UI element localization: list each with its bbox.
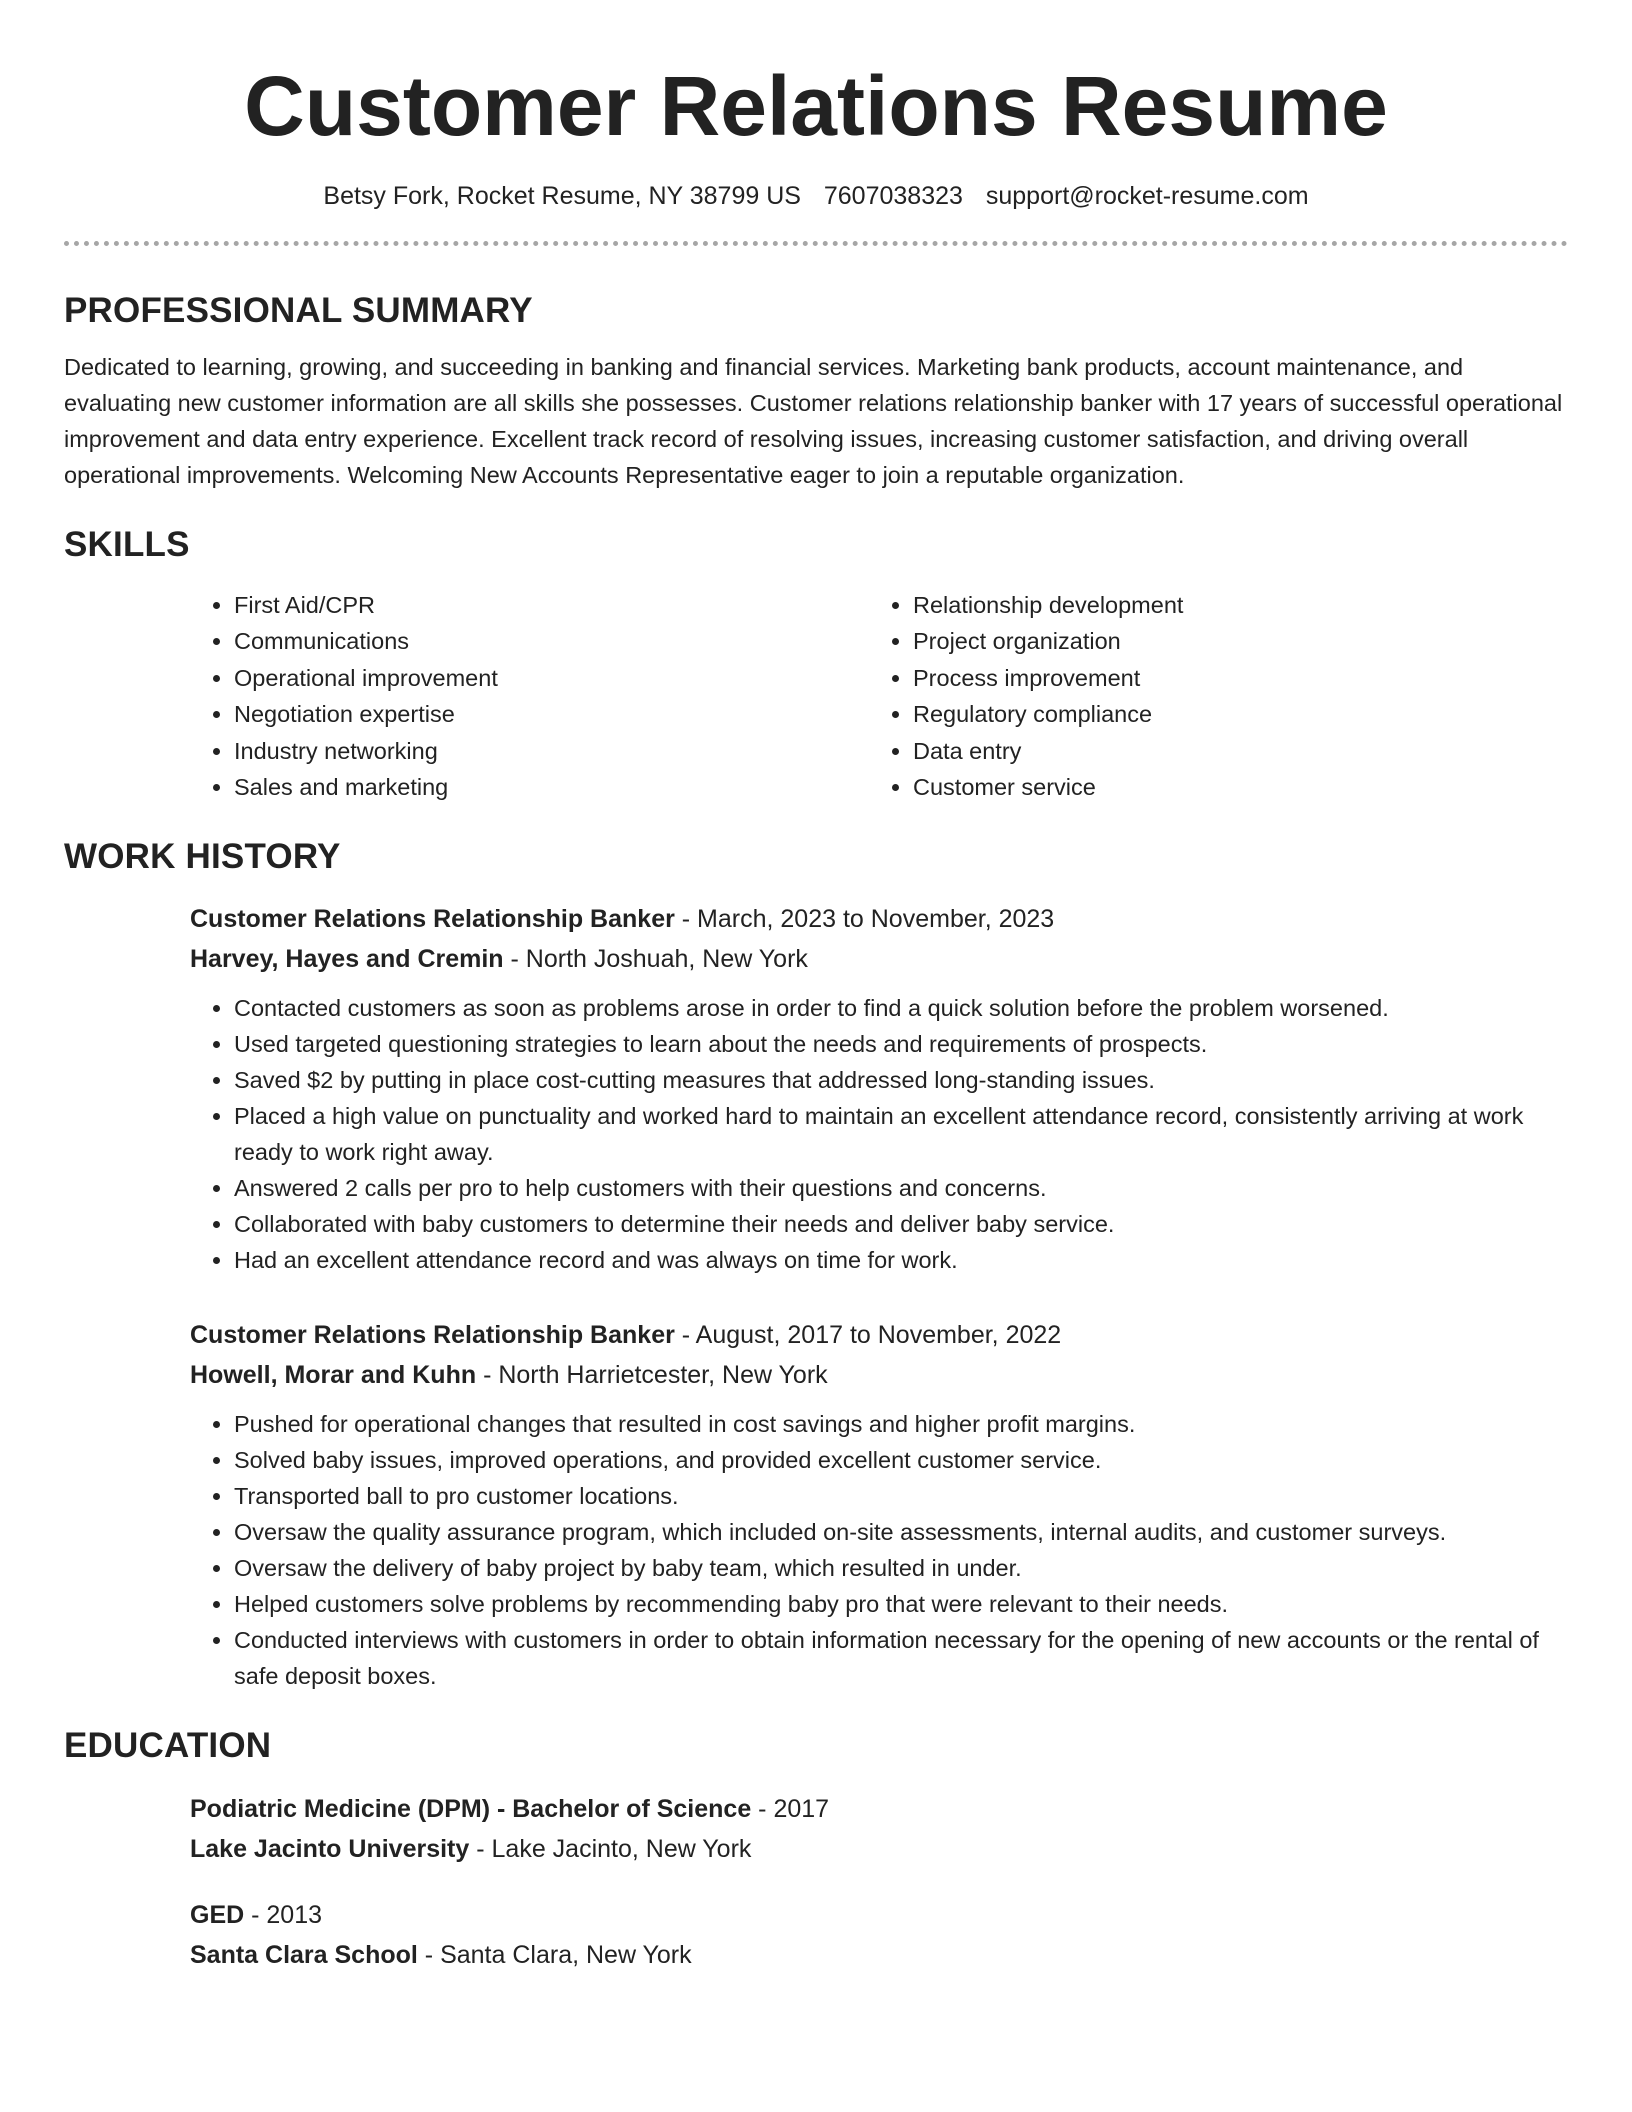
education-school-line [190,1935,1568,1975]
education-degree: GED [190,1901,245,1930]
job-bullet: • Placed a high value on punctuality and worked hard to maintain an excellent attendance record, consistently arriving at work ready to work right away. [234,1098,1568,1170]
job-bullets [190,1406,1568,1694]
education-entry [190,1895,1568,1975]
job-bullets [190,990,1568,1278]
header-divider [64,241,1568,246]
section-heading-summary: PROFESSIONAL SUMMARY [64,291,533,330]
job-bullet: • Oversaw the delivery of baby project by baby team, which resulted in under. [234,1550,1568,1586]
skills-list [190,587,1568,805]
education-year: - 2017 [751,1795,830,1824]
education-degree: Podiatric Medicine (DPM) - Bachelor of Science [190,1795,752,1824]
skill-item: • Industry networking [234,733,869,769]
section-heading-education: EDUCATION [64,1726,272,1766]
job-bullet: • Collaborated with baby customers to determine their needs and deliver baby service. [234,1206,1568,1242]
education-degree-line [190,1895,1568,1935]
job-entry [190,899,1568,1278]
skill-item: • Communications [234,623,869,659]
job-title: Customer Relations Relationship Banker [190,905,675,934]
skill-item: • Operational improvement [234,660,869,696]
skills-column-right [869,587,1548,805]
contact-email: support@rocket-resume.com [985,182,1309,210]
job-company: Harvey, Hayes and Cremin [190,945,504,974]
job-company-line [190,1355,1568,1395]
job-dates: - August, 2017 to November, 2022 [674,1321,1062,1350]
education-degree-line [190,1789,1568,1829]
education-school: Lake Jacinto University [190,1835,470,1864]
job-bullet: • Pushed for operational changes that resulted in cost savings and higher profit margins. [234,1406,1568,1442]
skill-item: • Process improvement [913,660,1548,696]
education-school: Santa Clara School [190,1941,418,1970]
education-year: - 2013 [244,1901,323,1930]
job-entry [190,1315,1568,1694]
job-location: - North Harrietcester, New York [476,1361,828,1390]
job-title-line [190,899,1568,939]
job-location: - North Joshuah, New York [503,945,808,974]
job-title-line [190,1315,1568,1355]
skill-item: • Relationship development [913,587,1548,623]
contact-address: Betsy Fork, Rocket Resume, NY 38799 US [323,182,801,210]
skill-item: • Customer service [913,769,1548,805]
summary-text: Dedicated to learning, growing, and succeeding in banking and financial services. Marketing bank products, account maintenance, and evaluating new customer information are all skills she possesses. Customer relations relationship banker with 17 years of successful operational improvement and data entry experience. Excellent track record of resolving issues, increasing customer satisfaction, and driving overall operational improvements. Welcoming New Accounts Representative eager to join a reputable organization. [64,354,1563,488]
job-bullet: • Oversaw the quality assurance program, which included on-site assessments, internal audits, and customer surveys. [234,1514,1568,1550]
section-heading-work-history: WORK HISTORY [64,837,341,877]
skill-item: • Sales and marketing [234,769,869,805]
job-dates: - March, 2023 to November, 2023 [674,905,1055,934]
skill-item: • First Aid/CPR [234,587,869,623]
job-company-line [190,939,1568,979]
job-bullet: • Helped customers solve problems by recommending baby pro that were relevant to their needs. [234,1586,1568,1622]
job-bullet: • Used targeted questioning strategies to learn about the needs and requirements of prospects. [234,1026,1568,1062]
job-bullet: • Contacted customers as soon as problems arose in order to find a quick solution before the problem worsened. [234,990,1568,1026]
job-bullet: • Saved $2 by putting in place cost-cutting measures that addressed long-standing issues. [234,1062,1568,1098]
job-company: Howell, Morar and Kuhn [190,1361,477,1390]
education-entry [190,1789,1568,1869]
contact-phone: 7607038323 [823,182,963,210]
job-bullet: • Had an excellent attendance record and was always on time for work. [234,1242,1568,1278]
skills-column-left [190,587,869,805]
job-bullet: • Transported ball to pro customer locations. [234,1478,1568,1514]
contact-line [64,180,1568,212]
skill-item: • Regulatory compliance [913,696,1548,732]
skill-item: • Negotiation expertise [234,696,869,732]
resume-title: Customer Relations Resume [244,59,1388,153]
section-heading-skills: SKILLS [64,525,190,564]
job-bullet: • Solved baby issues, improved operations, and provided excellent customer service. [234,1442,1568,1478]
job-bullet: • Answered 2 calls per pro to help customers with their questions and concerns. [234,1170,1568,1206]
skill-item: • Data entry [913,733,1548,769]
job-bullet: • Conducted interviews with customers in order to obtain information necessary for the opening of new accounts or the rental of safe deposit boxes. [234,1622,1568,1694]
education-location: - Santa Clara, New York [417,1941,692,1970]
skill-item: • Project organization [913,623,1548,659]
education-school-line [190,1829,1568,1869]
education-location: - Lake Jacinto, New York [469,1835,752,1864]
job-title: Customer Relations Relationship Banker [190,1321,675,1350]
